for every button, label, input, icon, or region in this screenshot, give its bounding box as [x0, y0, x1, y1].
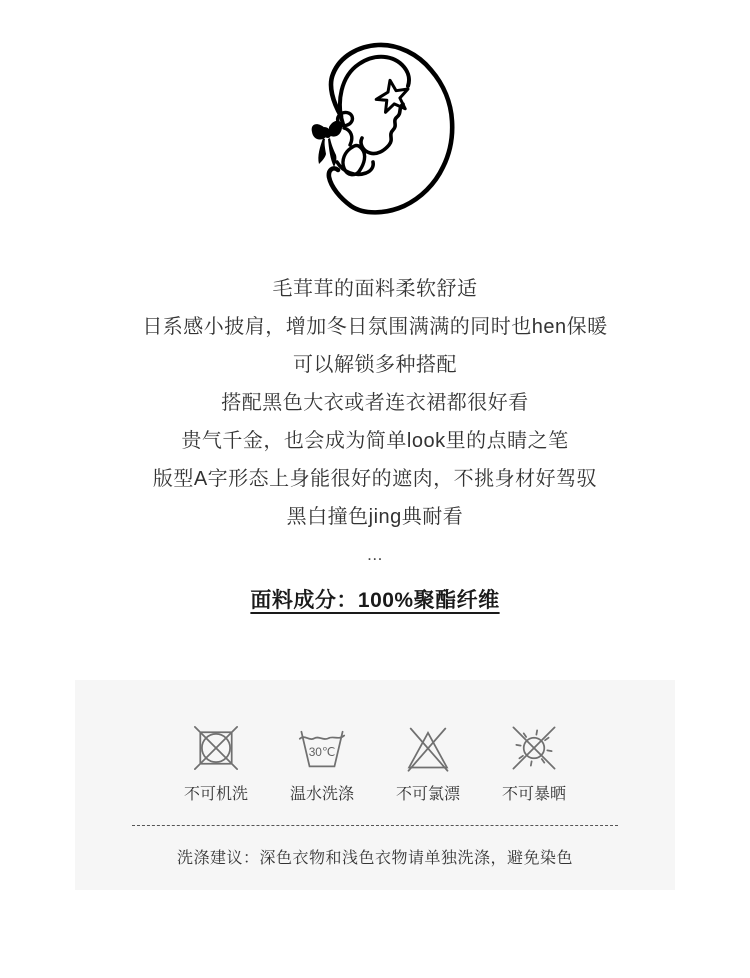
- bow-icon: [312, 121, 342, 167]
- ear-antihelix-squiggle: [361, 104, 403, 154]
- no-bleach-icon: [402, 722, 454, 774]
- product-description: [0, 270, 750, 574]
- description-ellipsis: ...: [367, 545, 383, 564]
- care-label-warm-water-wash: 温水洗涤: [289, 786, 354, 803]
- star-icon: [376, 80, 408, 112]
- description-line-3: 可以解锁多种搭配: [293, 354, 457, 376]
- care-item-warm-water-wash: [288, 722, 356, 804]
- care-icons-row: [75, 722, 675, 804]
- ear-tragus-curve: [344, 128, 352, 145]
- description-line-7: 黑白撞色jing典耐看: [286, 506, 464, 528]
- description-line-4: 搭配黑色大衣或者连衣裙都很好看: [221, 392, 529, 414]
- care-instructions-panel: [75, 680, 675, 890]
- description-line-6: 版型A字形态上身能很好的遮肉，不挑身材好驾驭: [152, 468, 598, 490]
- care-label-no-machine-wash: 不可机洗: [183, 786, 248, 803]
- no-machine-wash-icon: [190, 722, 242, 774]
- care-item-no-bleach: [394, 722, 462, 804]
- ear-concha-blob: [343, 146, 365, 175]
- fabric-composition-text: 面料成分：100%聚酯纤维: [250, 589, 500, 612]
- ear-illustration-svg: [309, 40, 469, 220]
- description-line-2: 日系感小披肩，增加冬日氛围满满的同时也hen保暖: [142, 316, 608, 338]
- wash-suggestion-note: 洗涤建议：深色衣物和浅色衣物请单独洗涤，避免染色: [176, 850, 573, 867]
- dashed-divider: [132, 825, 618, 826]
- fabric-composition: [0, 584, 750, 614]
- ear-illustration: [0, 0, 750, 220]
- no-sun-exposure-icon: [508, 722, 560, 774]
- care-item-no-machine-wash: [182, 722, 250, 804]
- care-label-no-sun-exposure: 不可暴晒: [501, 786, 566, 803]
- care-item-no-sun-exposure: [500, 722, 568, 804]
- warm-water-wash-icon: [296, 722, 348, 774]
- wash-temperature-label: 30℃: [308, 745, 336, 760]
- care-label-no-bleach: 不可氯漂: [395, 786, 460, 803]
- description-line-1: 毛茸茸的面料柔软舒适: [272, 278, 478, 300]
- description-line-5: 贵气千金，也会成为简单look里的点睛之笔: [181, 430, 569, 452]
